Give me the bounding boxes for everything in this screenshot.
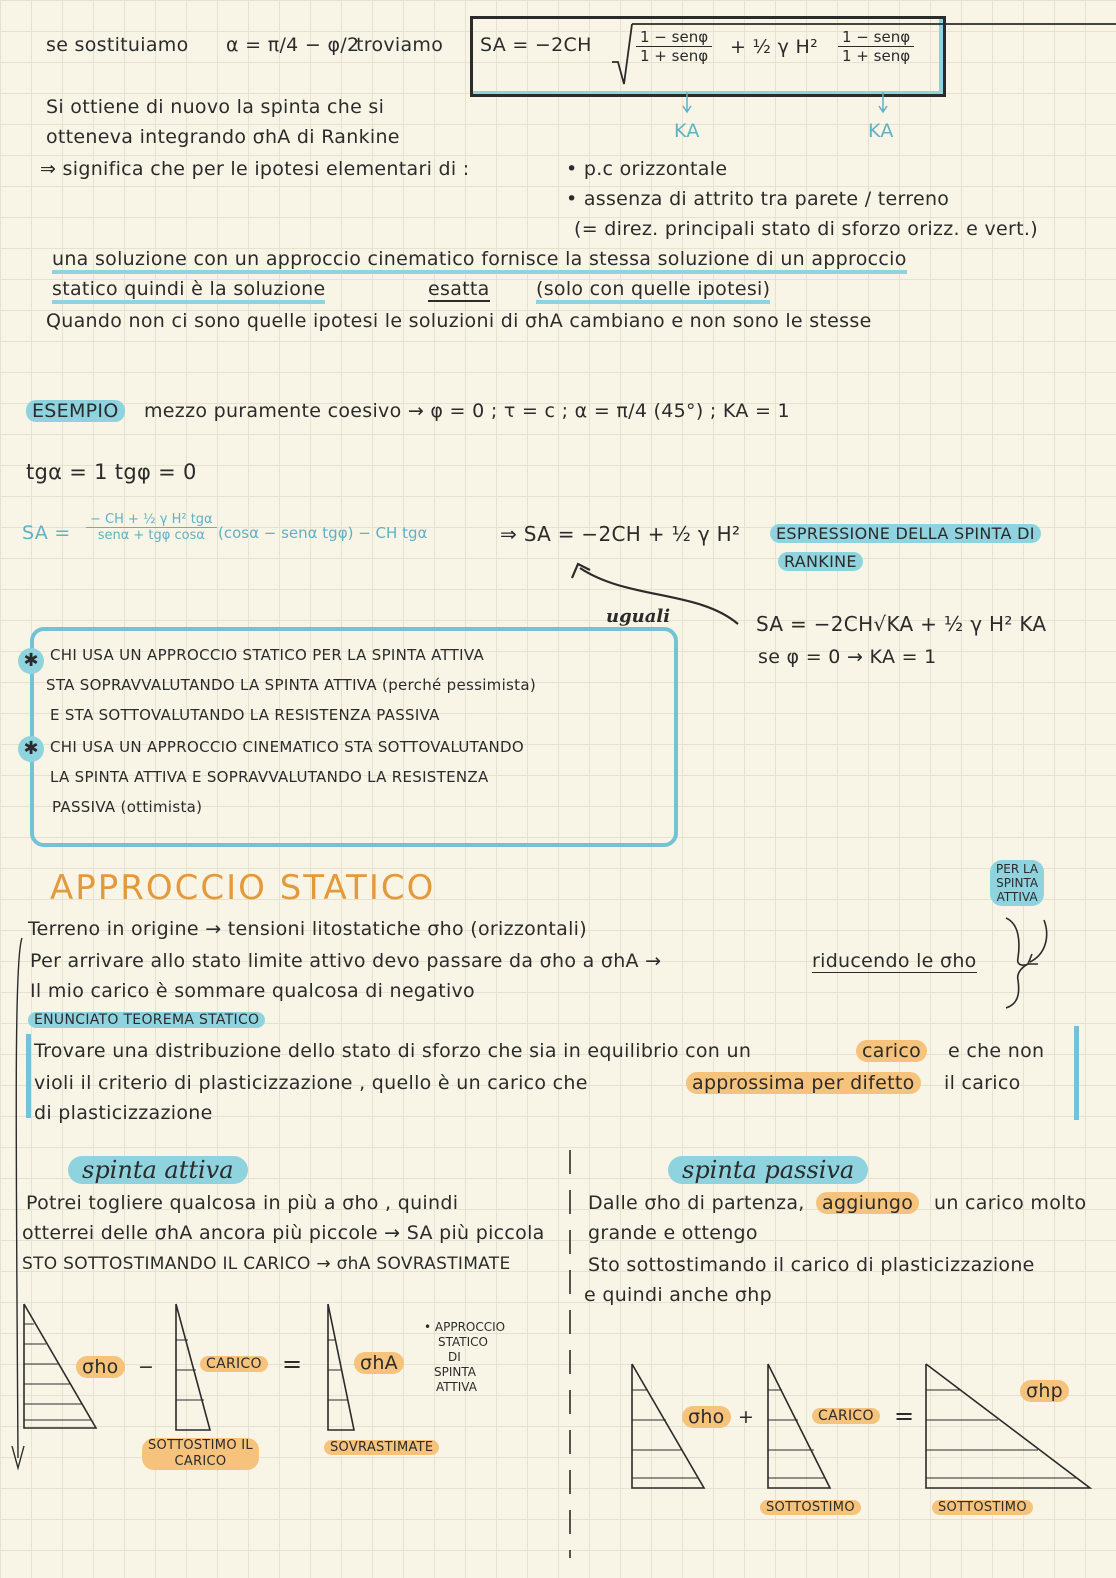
ka-label-2: KA (868, 120, 894, 142)
frac2-denominator: 1 + senφ (842, 47, 911, 65)
para1-line3: ⇒ significa che per le ipotesi elementari di : (40, 158, 470, 180)
label-sho: σho (76, 1356, 125, 1378)
minus-sign: − (138, 1356, 155, 1378)
plus-sign: + (738, 1406, 755, 1428)
sottostimo-line2: CARICO (174, 1454, 227, 1469)
alpha-equation: α = π/4 − φ/2 (226, 34, 360, 56)
box-line3: E STA SOTTOVALUTANDO LA RESISTENZA PASSIVA (50, 706, 440, 724)
note-line3: DI (448, 1350, 461, 1364)
box-line1: CHI USA UN APPROCCIO STATICO PER LA SPINTA ATTIVA (50, 646, 485, 664)
blue-frac-den: senα + tgφ cosα (97, 528, 205, 543)
note-line5: ATTIVA (436, 1380, 477, 1394)
teorema-line1a: Trovare una distribuzione dello stato di sforzo che sia in equilibrio con un (34, 1040, 752, 1062)
label-shp: σhp (1020, 1380, 1069, 1402)
para2-line2c: (solo con quelle ipotesi) (536, 278, 770, 304)
teorema-line3: di plasticizzazione (34, 1102, 213, 1124)
blue-frac-num: − CH + ½ γ H² tgα (86, 512, 217, 528)
sqrt-sign (612, 22, 632, 86)
rankine-label-2: RANKINE (778, 552, 863, 571)
arrow-down-icon (878, 92, 888, 114)
badge-line3: ATTIVA (996, 890, 1038, 904)
blue-fraction (86, 512, 217, 543)
troviamo-text: troviamo (356, 34, 444, 56)
blue-sa-label: SA = (22, 522, 71, 544)
box-line6: PASSIVA (ottimista) (52, 798, 203, 816)
ka-label-1: KA (674, 120, 700, 142)
sottostimo-carico-label (142, 1438, 259, 1470)
triangle-sha (328, 1304, 354, 1430)
spinta-attiva-title: spinta attiva (68, 1156, 248, 1184)
label-sha: σhA (354, 1352, 404, 1374)
star-icon: ✱ (18, 736, 44, 762)
passiva-line1c: un carico molto (934, 1192, 1087, 1214)
label-sho-passiva: σho (682, 1406, 731, 1428)
badge-line2: SPINTA (996, 876, 1039, 890)
teorema-line2c: il carico (944, 1072, 1021, 1094)
rankine-label: ESPRESSIONE DELLA SPINTA DI (770, 524, 1041, 543)
per-la-spinta-badge (990, 860, 1044, 906)
passiva-line4: e quindi anche σhp (584, 1284, 772, 1306)
teorema-carico: carico (856, 1040, 927, 1062)
teorema-left-bar (26, 1034, 31, 1118)
blue-formula-rest: (cosα − senα tgφ) − CH tgα (218, 524, 428, 542)
frac2-numerator: 1 − senφ (838, 28, 914, 47)
equals-sign-passiva: = (894, 1402, 915, 1430)
fraction-1 (636, 28, 712, 65)
para1-bullet3: (= direz. principali stato di sforzo orizz. e vert.) (574, 218, 1038, 240)
sottostimo-label-2: SOTTOSTIMO (932, 1500, 1033, 1515)
statico-line1: Terreno in origine → tensioni litostatiche σho (orizzontali) (28, 918, 587, 940)
triangle-carico-passiva (768, 1364, 830, 1488)
frac1-denominator: 1 + senφ (640, 47, 709, 65)
fraction-2 (838, 28, 914, 65)
box-line2: STA SOPRAVVALUTANDO LA SPINTA ATTIVA (perché pessimista) (46, 676, 536, 694)
tg-line: tgα = 1 tgφ = 0 (26, 460, 197, 484)
equals-sign: = (282, 1350, 303, 1378)
statico-line3: Il mio carico è sommare qualcosa di negativo (30, 980, 475, 1002)
para1-line1: Si ottiene di nuovo la spinta che si (46, 96, 385, 118)
sovrastimate-label: SOVRASTIMATE (324, 1440, 439, 1455)
teorema-right-bar (1074, 1026, 1079, 1120)
note-line4: SPINTA (434, 1365, 476, 1379)
label-carico: CARICO (200, 1356, 268, 1372)
para1-bullet2: • assenza di attrito tra parete / terreno (566, 188, 950, 210)
teorema-approssima: approssima per difetto (686, 1072, 921, 1094)
note-line1: • APPROCCIO (424, 1320, 506, 1334)
passiva-line3: Sto sottostimando il carico di plasticizzazione (588, 1254, 1035, 1276)
intro-text: se sostituiamo (46, 34, 189, 56)
attiva-line2: otterrei delle σhA ancora più piccole → SA più piccola (22, 1222, 545, 1244)
approccio-note (424, 1320, 505, 1395)
label-carico-passiva: CARICO (812, 1408, 880, 1424)
uguali-label: uguali (606, 606, 671, 627)
teorema-line1c: e che non (948, 1040, 1045, 1062)
attiva-line1: Potrei togliere qualcosa in più a σho , quindi (26, 1192, 459, 1214)
box-line4: CHI USA UN APPROCCIO CINEMATICO STA SOTTOVALUTANDO (50, 738, 524, 756)
box-line5: LA SPINTA ATTIVA E SOPRAVVALUTANDO LA RESISTENZA (50, 768, 489, 786)
passiva-line1a: Dalle σho di partenza, (588, 1192, 805, 1214)
star-icon: ✱ (18, 648, 44, 674)
curly-brace-arrow-icon (1006, 914, 1054, 1010)
para2-line1: una soluzione con un approccio cinematico fornisce la stessa soluzione di un approccio (52, 248, 907, 274)
para1-bullet1: • p.c orizzontale (566, 158, 728, 180)
half-gamma-h2: + ½ γ H² (730, 36, 819, 58)
rankine-condition: se φ = 0 → KA = 1 (758, 646, 937, 668)
attiva-line3: STO SOTTOSTIMANDO IL CARICO → σhA SOVRASTIMATE (22, 1254, 511, 1274)
teorema-line2a: violi il criterio di plasticizzazione , quello è un carico che (34, 1072, 588, 1094)
para2-line3: Quando non ci sono quelle ipotesi le soluzioni di σhA cambiano e non sono le stesse (46, 310, 872, 332)
sottostimo-label-1: SOTTOSTIMO (760, 1500, 861, 1515)
passiva-line2: grande e ottengo (588, 1222, 758, 1244)
section-title: APPROCCIO STATICO (50, 868, 436, 908)
frac1-numerator: 1 − senφ (636, 28, 712, 47)
result-formula: ⇒ SA = −2CH + ½ γ H² (500, 522, 741, 546)
note-line2: STATICO (438, 1335, 488, 1349)
statico-line2a: Per arrivare allo stato limite attivo devo passare da σho a σhA → (30, 950, 662, 972)
badge-line1: PER LA (996, 862, 1039, 876)
rankine-formula: SA = −2CH√KA + ½ γ H² KA (756, 612, 1047, 636)
teorema-label: ENUNCIATO TEOREMA STATICO (28, 1012, 265, 1028)
passiva-aggiungo: aggiungo (816, 1192, 919, 1214)
example-label: ESEMPIO (26, 400, 125, 422)
formula-sa: SA = −2CH (480, 34, 592, 56)
spinta-passiva-title: spinta passiva (668, 1156, 868, 1184)
para2-line2a: statico quindi è la soluzione (52, 278, 325, 304)
arrow-down-icon (682, 92, 692, 114)
statico-line2b: riducendo le σho (812, 950, 977, 972)
sottostimo-line1: SOTTOSTIMO IL (148, 1438, 253, 1453)
para2-esatta: esatta (428, 278, 490, 300)
para1-line2: otteneva integrando σhA di Rankine (46, 126, 400, 148)
example-text: mezzo puramente coesivo → φ = 0 ; τ = c ; α = π/4 (45°) ; KA = 1 (144, 400, 790, 422)
